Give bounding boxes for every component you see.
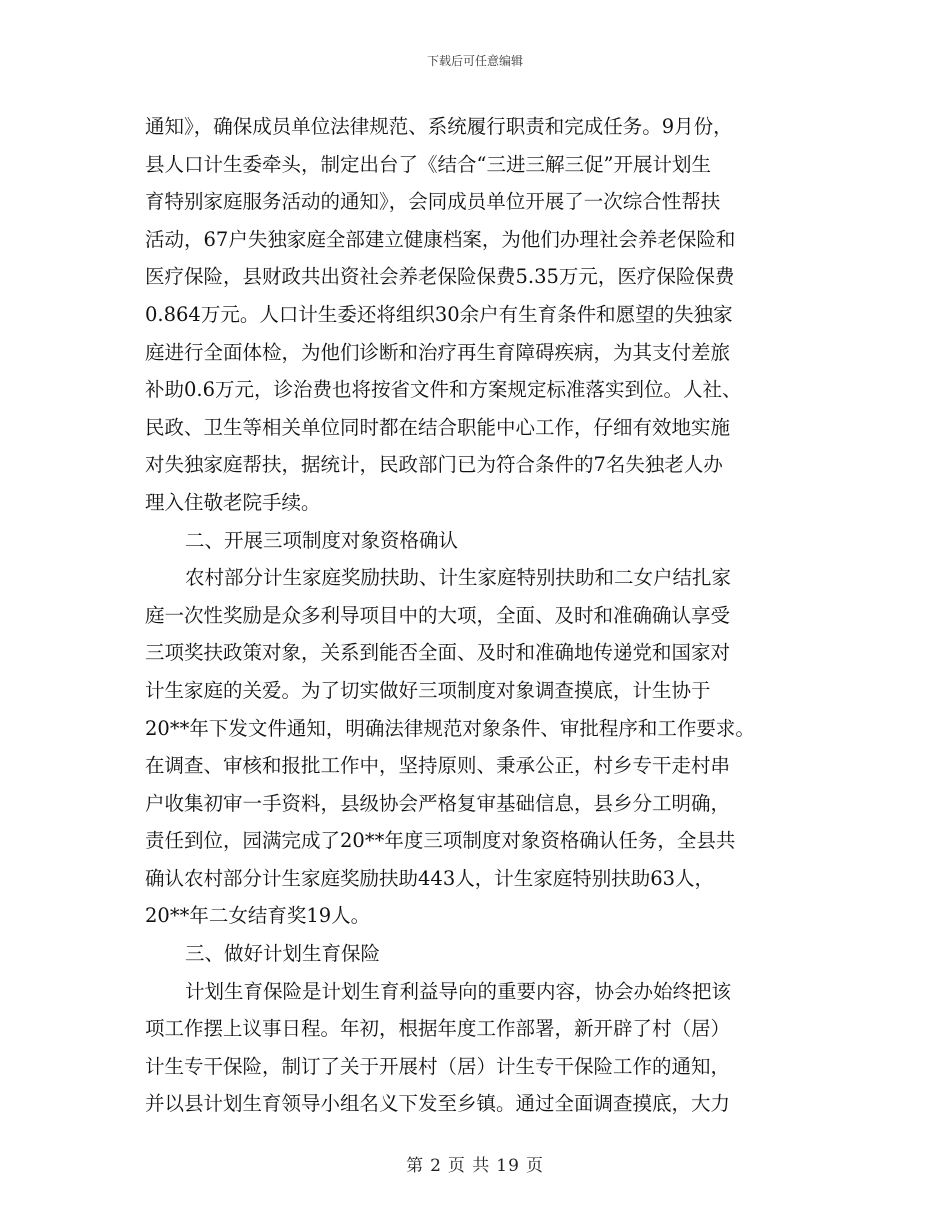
- text-line: 并以县计划生育领导小组名义下发至乡镇。通过全面调查摸底，大力: [145, 1092, 731, 1116]
- text-line: 责任到位，园满完成了20**年度三项制度对象资格确认任务，全县共: [145, 829, 736, 853]
- text-line: 项工作摆上议事日程。年初，根据年度工作部署，新开辟了村（居）: [145, 1017, 731, 1041]
- current-page-number: 2: [430, 1156, 442, 1176]
- page-footer-suffix: 页: [525, 1156, 544, 1176]
- text-line: 民政、卫生等相关单位同时都在结合职能中心工作，仔细有效地实施: [145, 415, 731, 439]
- document-body: [145, 108, 807, 1123]
- text-line: 活动，67户失独家庭全部建立健康档案，为他们办理社会养老保险和: [145, 227, 736, 251]
- text-line: 县人口计生委牵头，制定出台了《结合“三进三解三促”开展计划生: [145, 152, 711, 176]
- text-line: 对失独家庭帮扶，据统计，民政部门已为符合条件的7名失独老人办: [145, 453, 723, 477]
- total-page-count: 19: [496, 1156, 520, 1176]
- text-line: 庭进行全面体检，为他们诊断和治疗再生育障碍疾病，为其支付差旅: [145, 340, 731, 364]
- page-footer-prefix: 第: [406, 1156, 425, 1176]
- text-line: 农村部分计生家庭奖励扶助、计生家庭特别扶助和二女户结扎家: [185, 566, 732, 590]
- page-footer: [0, 1155, 950, 1177]
- section-heading-2: 二、开展三项制度对象资格确认: [185, 528, 459, 552]
- text-line: 20**年二女结育奖19人。: [145, 904, 371, 928]
- paragraph-2: [145, 559, 807, 935]
- paragraph-3: [145, 973, 807, 1123]
- text-line: 三项奖扶政策对象，关系到能否全面、及时和准确地传递党和国家对: [145, 641, 731, 665]
- text-line: 0.864万元。人口计生委还将组织30余户有生育条件和愿望的失独家: [145, 302, 733, 326]
- text-line: 通知》，确保成员单位法律规范、系统履行职责和完成任务。9月份，: [145, 115, 733, 138]
- text-line: 补助0.6万元，诊治费也将按省文件和方案规定标准落实到位。人社、: [145, 378, 742, 402]
- text-line: 户收集初审一手资料，县级协会严格复审基础信息，县乡分工明确，: [145, 791, 731, 815]
- text-line: 庭一次性奖励是众多利导项目中的大项，全面、及时和准确确认享受: [145, 603, 731, 627]
- text-line: 确认农村部分计生家庭奖励扶助443人，计生家庭特别扶助63人，: [145, 866, 715, 890]
- text-line: 计生专干保险，制订了关于开展村（居）计生专干保险工作的通知，: [145, 1054, 731, 1078]
- page-footer-middle: 页 共: [447, 1156, 491, 1176]
- page-header: 下载后可任意编辑: [426, 54, 523, 68]
- text-line: 20**年下发文件通知，明确法律规范对象条件、审批程序和工作要求。: [145, 716, 755, 740]
- text-line: 医疗保险，县财政共出资社会养老保险保费5.35万元，医疗保险保费: [145, 265, 735, 289]
- text-line: 在调查、审核和报批工作中，坚持原则、秉承公正，村乡专干走村串: [145, 754, 731, 778]
- text-line: 计划生育保险是计划生育利益导向的重要内容，协会办始终把该: [185, 979, 732, 1003]
- paragraph-1: [145, 108, 807, 522]
- section-heading-3: 三、做好计划生育保险: [185, 942, 381, 966]
- text-line: 理入住敬老院手续。: [145, 490, 321, 514]
- text-line: 计生家庭的关爱。为了切实做好三项制度对象调查摸底，计生协于: [145, 678, 711, 702]
- text-line: 育特别家庭服务活动的通知》，会同成员单位开展了一次综合性帮扶: [145, 190, 721, 214]
